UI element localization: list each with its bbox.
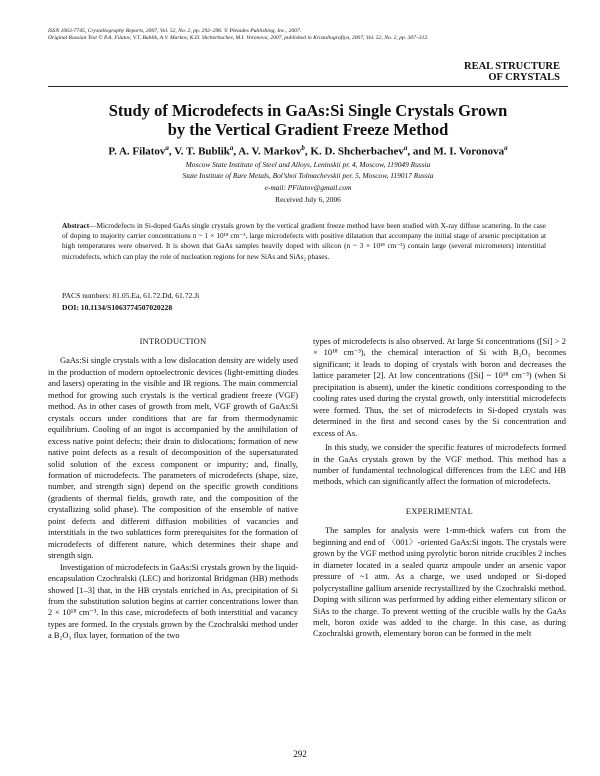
paper-title [60, 101, 556, 139]
intro-paragraph-3: In this study, we consider the specific features of microdefects formed in the GaAs crystals grown by the VGF method. This method has a number of fundamental technological differences from the LEC and HB methods, which can significantly affect the formation of microdefects. [313, 442, 566, 487]
affiliation-marker: b [301, 144, 305, 152]
affiliation-marker: a [165, 144, 169, 152]
contact-email: e-mail: PFilatov@gmail.com [264, 183, 352, 192]
experimental-paragraph-1: The samples for analysis were 1-mm-thick wafers cut from the beginning and end of 〈001〉-oriented GaAs:Si ingots. The crystals were grown by the VGF method using pyrolytic boron nitride crucibles 2 inches in diameter located in a sealed quartz ampoule under an arsenic vapor pressure of ~1 atm. As a charge, we used undoped or Si-doped polycrystalline gallium arsenide recrystallized by the Czochralski method. Doping with silicon was performed by adding either elementary silicon or SiAs to the charge. To prevent wetting of the crucible walls by the GaAs melt, boron oxide was added to the charge. In this case, as during Czochralski growth, elementary boron can be formed in the melt [313, 525, 566, 639]
title-line1: Study of Microdefects in GaAs:Si Single Crystals Grown [108, 101, 508, 120]
doi-value: 10.1134/S1063774507020228 [80, 303, 173, 312]
affiliation-a: Moscow State Institute of Steel and Alloys, Leninskii pr. 4, Moscow, 119049 Russia [185, 160, 431, 169]
intro-paragraph-2: Investigation of microdefects in GaAs:Si crystals grown by the liquid-encapsulation Czochralski (LEC) and horizontal Bridgman (HB) methods showed [1–3] that, in the HB crystals enriched in As, precipitation of Si from the substitution solution begins at carrier concentrations lower than 2 × 10¹⁸ cm⁻³. In this case, microdefects of both interstitial and vacancy types are formed. In the crystals grown by the Czochralski method under a B₂O₃ flux layer, formation of the two [48, 561, 298, 641]
right-column [313, 336, 566, 640]
affiliation-marker: a [403, 144, 408, 152]
abstract [62, 221, 546, 262]
received-date: Received July 6, 2006 [275, 195, 341, 204]
page-number: 292 [293, 749, 307, 759]
intro-continuation-paragraph: types of microdefects is also observed. At large Si concentrations ([Si] > 2 × 10¹⁸ cm⁻³), the chemical interaction of Si with B₂O₃ becomes significant; it leads to doping of crystals with boron and decreases the lattice parameter [2]. At low concentrations ([Si] ~ 10¹⁸ cm⁻³) (when Si precipitation is absent), under the kinetic conditions corresponding to the cooling rates used during the crystal growth, only interstitial microdefects were formed. Thus, the set of microdefects in Si-doped crystals was determined in the first and second cases by the Si concentration and excess of As. [313, 336, 566, 438]
doi-label: DOI: [62, 303, 79, 312]
affiliation-marker: a [229, 144, 234, 152]
intro-paragraph-1: GaAs:Si single crystals with a low dislocation density are widely used in the production of modern optoelectronic devices (light-emitting diodes and lasers) operating in the visible and IR regions. The main commercial method for growing such crystals is the vertical gradient freeze (VGF) method. As in other cases of growth from melt, VGF growth of GaAs:Si crystals occurs under conditions that are far from thermodynamic equilibrium. Cooling of an ingot is accompanied by the annihilation of excess native point defects; their drain to dislocations; formation of new native point defects as a result of decomposition of the supersaturated solid solution of the excess component or impurity; and, finally, formation of microdefects. The parameters of microdefects (shape, size, number, and strength sign) depend on the specific growth conditions (gradients of thermal fields, growth rate, and the composition of the crystallizing solid phase). The composition of the ensemble of native point defects and different diffusion mobilities of vacancies and interstitials in the two sublattices form prerequisites for the formation of microdefects of different nature, which determines their shape and strength sign. [48, 355, 298, 561]
abstract-text: —Microdefects in Si-doped GaAs single crystals grown by the vertical gradient freeze method have been studied with X-ray diffuse scattering. In the case of doping to majority carrier concentrations n ~ 1 × 10¹⁸ cm⁻³, large microdefects with positive dilatation that accompany the initial stage of arsenic precipitation at high temperatures were observed. It is shown that GaAs samples heavily doped with silicon (n ~ 3 × 10¹⁸ cm⁻³) contain large (several micrometers) interstitial microdefects, which can play the role of nucleation regions for new SiAs and SiAs₂ phases. [62, 221, 546, 261]
header-rule [48, 86, 568, 87]
journal-header [48, 28, 568, 42]
doi [62, 303, 172, 312]
experimental-heading: EXPERIMENTAL [405, 506, 474, 516]
left-column [48, 336, 298, 642]
original-text-line: Original Russian Text © P.A. Filatov, V.T. Bublik, A.V. Markov, K.D. Shcherbachev, M.I. Voronova, 2007, published in Kristallografiya, 2007, Vol. 52, No. 2, pp. 307–312. [48, 35, 429, 42]
section-label-line1: REAL STRUCTURE [464, 61, 560, 72]
pacs-numbers: PACS numbers: 81.05.Ea, 61.72.Dd, 61.72.Ji [62, 291, 200, 300]
affiliation-b: State Institute of Rare Metals, Bol’shoi Tolmachevskii per. 5, Moscow, 119017 Russia [182, 171, 434, 180]
title-line2: by the Vertical Gradient Freeze Method [167, 120, 449, 139]
journal-citation-line: ISSN 1063-7745, Crystallography Reports, 2007, Vol. 52, No. 2, pp. 292–296. © Pleiades Publishing, Inc., 2007. [48, 28, 302, 34]
author-list: P. A. Filatov$^a$, V. T. Bublik$^a$, A. V. Markov$^b$, K. D. Shcherbachev$^a$, and M. I. Voronova$^a$ [108, 144, 508, 158]
abstract-label: Abstract [62, 221, 90, 230]
introduction-heading: INTRODUCTION [139, 337, 207, 346]
section-label-line2: OF CRYSTALS [488, 72, 560, 83]
affiliation-marker: a [504, 144, 508, 152]
